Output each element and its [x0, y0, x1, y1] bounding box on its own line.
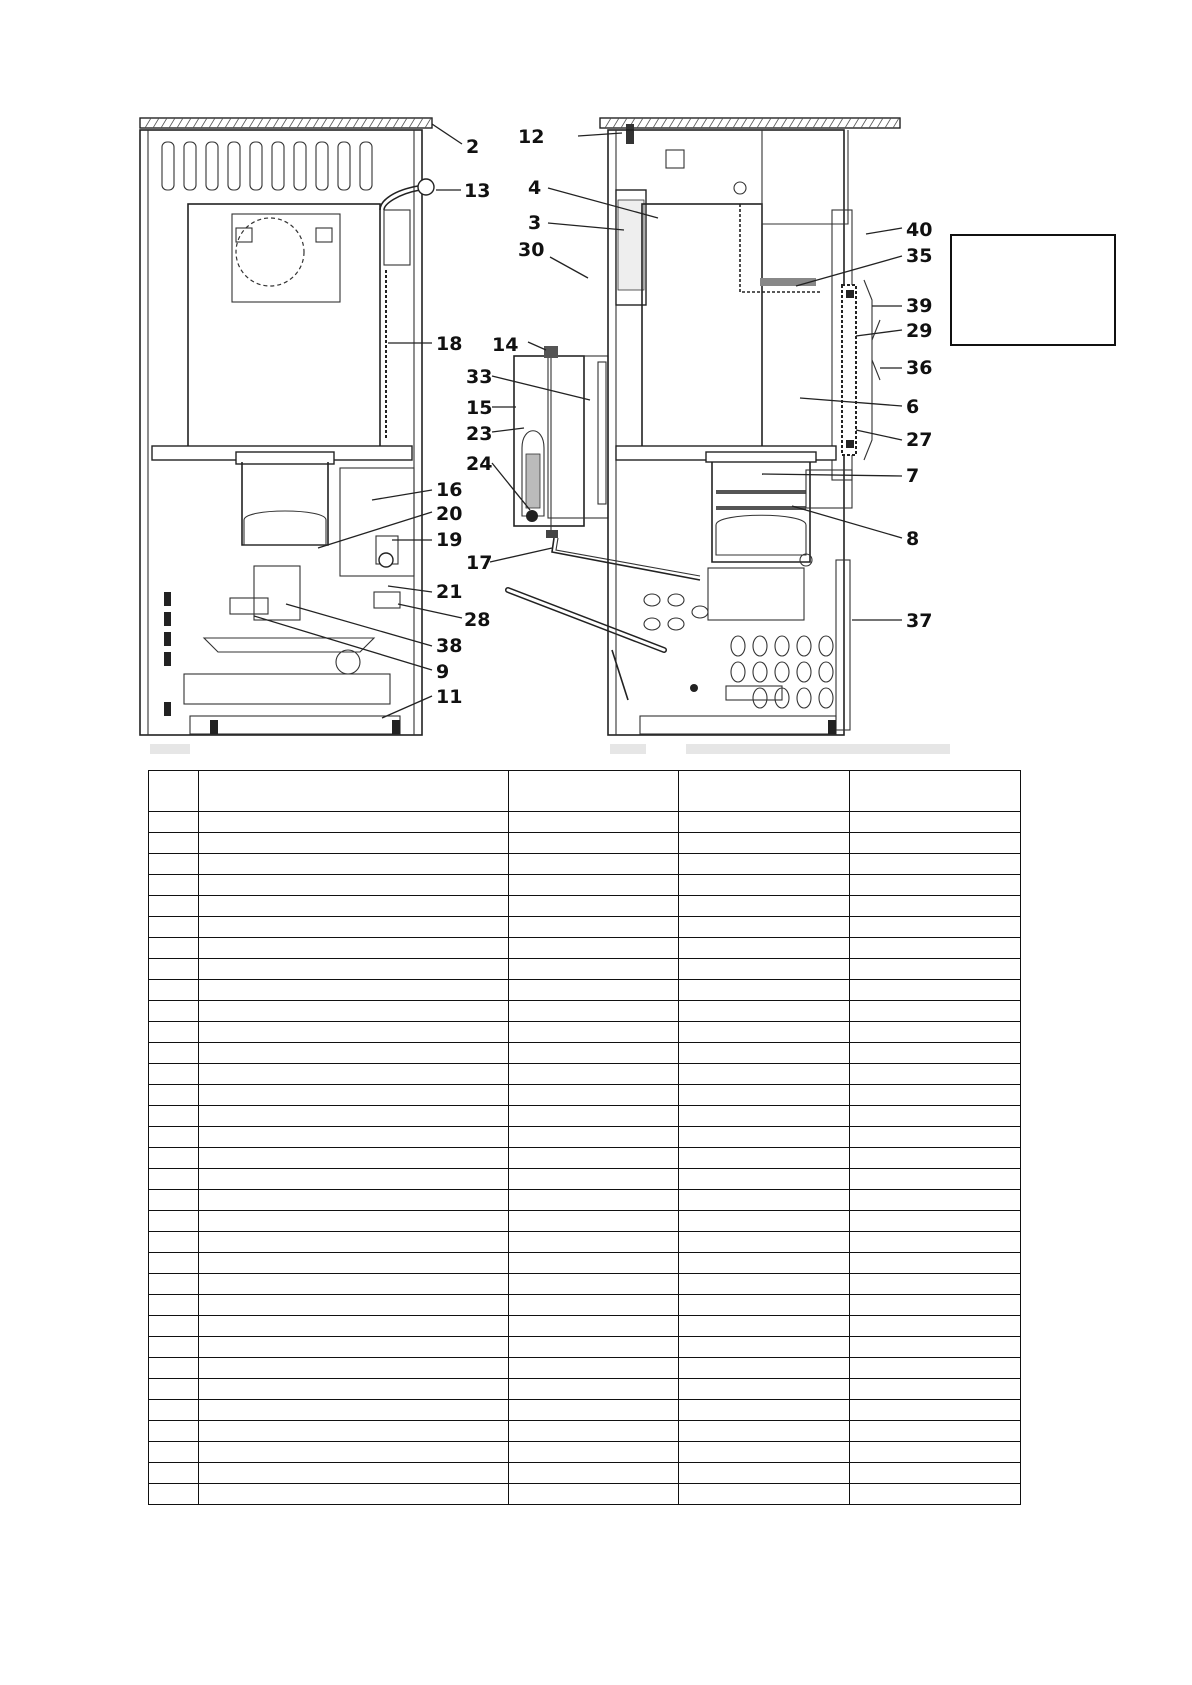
table-cell	[850, 917, 1021, 938]
table-cell	[509, 1379, 679, 1400]
table-cell	[199, 1358, 509, 1379]
table-cell	[149, 1463, 199, 1484]
table-cell	[679, 1463, 850, 1484]
table-cell	[149, 1274, 199, 1295]
table-cell	[850, 1463, 1021, 1484]
table-row	[149, 854, 1021, 875]
table-row	[149, 1211, 1021, 1232]
table-cell	[149, 1316, 199, 1337]
table-cell	[509, 1232, 679, 1253]
table-cell	[509, 1190, 679, 1211]
table-cell	[149, 771, 199, 812]
table-row	[149, 1484, 1021, 1505]
leader-lines	[254, 124, 902, 718]
table-row	[149, 980, 1021, 1001]
table-cell	[509, 771, 679, 812]
table-cell	[850, 959, 1021, 980]
callout-30: 30	[518, 239, 545, 261]
table-cell	[679, 875, 850, 896]
caption-strip-right	[686, 744, 950, 754]
table-cell	[509, 1400, 679, 1421]
callout-23: 23	[466, 423, 493, 445]
table-cell	[149, 1358, 199, 1379]
table-cell	[149, 875, 199, 896]
callout-16: 16	[436, 479, 463, 501]
table-row	[149, 1169, 1021, 1190]
caption-strip-mid	[610, 744, 646, 754]
table-cell	[149, 980, 199, 1001]
table-cell	[199, 1022, 509, 1043]
callout-35: 35	[906, 245, 933, 267]
table-cell	[199, 1232, 509, 1253]
table-cell	[509, 938, 679, 959]
table-row	[149, 1190, 1021, 1211]
table-row	[149, 917, 1021, 938]
table-cell	[679, 1064, 850, 1085]
table-cell	[850, 875, 1021, 896]
table-cell	[679, 896, 850, 917]
table-cell	[850, 1043, 1021, 1064]
table-cell	[850, 771, 1021, 812]
table-cell	[509, 1253, 679, 1274]
table-cell	[679, 1379, 850, 1400]
table-cell	[679, 1232, 850, 1253]
table-cell	[199, 1253, 509, 1274]
table-cell	[679, 1358, 850, 1379]
table-cell	[199, 917, 509, 938]
callout-40: 40	[906, 219, 933, 241]
table-cell	[850, 1253, 1021, 1274]
table-cell	[679, 1442, 850, 1463]
table-cell	[679, 1337, 850, 1358]
table-row	[149, 1421, 1021, 1442]
table-cell	[149, 1232, 199, 1253]
parts-list-table	[148, 770, 1021, 1505]
table-cell	[199, 1001, 509, 1022]
table-cell	[850, 938, 1021, 959]
table-cell	[679, 917, 850, 938]
table-cell	[850, 1064, 1021, 1085]
table-cell	[199, 771, 509, 812]
table-cell	[850, 1400, 1021, 1421]
callout-2: 2	[466, 136, 480, 158]
table-cell	[199, 1169, 509, 1190]
table-header-row	[149, 771, 1021, 812]
table-cell	[679, 938, 850, 959]
table-cell	[199, 1316, 509, 1337]
table-cell	[199, 1274, 509, 1295]
table-cell	[149, 1064, 199, 1085]
table-row	[149, 1358, 1021, 1379]
table-cell	[679, 1316, 850, 1337]
callout-14: 14	[492, 334, 519, 356]
callout-20: 20	[436, 503, 463, 525]
table-cell	[850, 1127, 1021, 1148]
table-row	[149, 938, 1021, 959]
table-cell	[679, 1127, 850, 1148]
table-cell	[149, 1253, 199, 1274]
table-cell	[149, 1442, 199, 1463]
table-cell	[850, 1484, 1021, 1505]
table-cell	[509, 959, 679, 980]
table-cell	[679, 980, 850, 1001]
table-cell	[199, 1337, 509, 1358]
table-cell	[509, 1022, 679, 1043]
table-cell	[850, 1211, 1021, 1232]
table-row	[149, 1463, 1021, 1484]
table-cell	[850, 980, 1021, 1001]
callout-7: 7	[906, 465, 920, 487]
table-cell	[850, 1148, 1021, 1169]
table-cell	[850, 1421, 1021, 1442]
table-cell	[149, 896, 199, 917]
table-cell	[679, 833, 850, 854]
table-cell	[679, 1253, 850, 1274]
table-cell	[679, 1148, 850, 1169]
table-cell	[149, 1169, 199, 1190]
callout-33: 33	[466, 366, 493, 388]
table-cell	[850, 1190, 1021, 1211]
table-cell	[679, 1295, 850, 1316]
table-row	[149, 896, 1021, 917]
table-cell	[679, 1022, 850, 1043]
callout-36: 36	[906, 357, 933, 379]
table-cell	[850, 1295, 1021, 1316]
table-cell	[199, 1295, 509, 1316]
table-cell	[850, 1337, 1021, 1358]
table-cell	[199, 1400, 509, 1421]
table-cell	[199, 1106, 509, 1127]
table-cell	[199, 875, 509, 896]
caption-strip-left	[150, 744, 190, 754]
table-cell	[679, 1484, 850, 1505]
table-cell	[509, 1001, 679, 1022]
callout-39: 39	[906, 295, 933, 317]
table-row	[149, 1232, 1021, 1253]
table-cell	[199, 1442, 509, 1463]
callout-15: 15	[466, 397, 493, 419]
table-cell	[679, 1400, 850, 1421]
table-row	[149, 1064, 1021, 1085]
table-cell	[679, 1211, 850, 1232]
table-cell	[149, 854, 199, 875]
table-cell	[850, 1274, 1021, 1295]
table-row	[149, 1148, 1021, 1169]
table-cell	[509, 917, 679, 938]
table-cell	[509, 854, 679, 875]
table-cell	[509, 896, 679, 917]
callout-37: 37	[906, 610, 933, 632]
callout-11: 11	[436, 686, 463, 708]
table-row	[149, 1442, 1021, 1463]
table-cell	[149, 1001, 199, 1022]
table-cell	[850, 896, 1021, 917]
table-cell	[149, 1127, 199, 1148]
table-cell	[850, 1106, 1021, 1127]
table-cell	[199, 1484, 509, 1505]
table-cell	[509, 1463, 679, 1484]
callout-17: 17	[466, 552, 493, 574]
table-cell	[509, 1358, 679, 1379]
table-cell	[850, 1232, 1021, 1253]
table-cell	[509, 1148, 679, 1169]
table-cell	[199, 1043, 509, 1064]
table-cell	[149, 1484, 199, 1505]
table-cell	[850, 1001, 1021, 1022]
table-row	[149, 1295, 1021, 1316]
table-cell	[199, 854, 509, 875]
table-cell	[199, 980, 509, 1001]
callout-13: 13	[464, 180, 491, 202]
table-cell	[679, 1190, 850, 1211]
table-cell	[149, 1106, 199, 1127]
table-cell	[149, 1148, 199, 1169]
table-cell	[509, 1295, 679, 1316]
table-cell	[679, 1169, 850, 1190]
table-cell	[149, 812, 199, 833]
table-cell	[850, 833, 1021, 854]
table-row	[149, 1127, 1021, 1148]
callout-24: 24	[466, 453, 493, 475]
callout-6: 6	[906, 396, 920, 418]
callout-38: 38	[436, 635, 463, 657]
callout-19: 19	[436, 529, 463, 551]
callout-18: 18	[436, 333, 463, 355]
table-cell	[199, 1127, 509, 1148]
table-row	[149, 1253, 1021, 1274]
table-cell	[679, 959, 850, 980]
callout-3: 3	[528, 212, 542, 234]
callout-12: 12	[518, 126, 545, 148]
stove-front-view	[140, 118, 434, 735]
table-cell	[199, 959, 509, 980]
table-row	[149, 1379, 1021, 1400]
table-cell	[850, 1379, 1021, 1400]
table-cell	[199, 1211, 509, 1232]
table-row	[149, 1337, 1021, 1358]
table-cell	[509, 1484, 679, 1505]
table-cell	[679, 1043, 850, 1064]
table-cell	[509, 980, 679, 1001]
table-cell	[679, 1106, 850, 1127]
table-cell	[199, 833, 509, 854]
table-cell	[850, 1085, 1021, 1106]
table-cell	[149, 1043, 199, 1064]
callout-labels	[436, 126, 932, 708]
callout-27: 27	[906, 429, 933, 451]
table-cell	[149, 833, 199, 854]
table-cell	[679, 1274, 850, 1295]
table-cell	[850, 1022, 1021, 1043]
callout-29: 29	[906, 320, 933, 342]
table-cell	[679, 771, 850, 812]
table-cell	[149, 959, 199, 980]
table-cell	[199, 1190, 509, 1211]
table-cell	[199, 1064, 509, 1085]
table-row	[149, 875, 1021, 896]
table-row	[149, 1085, 1021, 1106]
table-cell	[199, 1463, 509, 1484]
table-cell	[509, 1106, 679, 1127]
table-cell	[679, 812, 850, 833]
table-cell	[199, 1085, 509, 1106]
table-cell	[509, 1085, 679, 1106]
table-cell	[679, 854, 850, 875]
table-cell	[149, 1337, 199, 1358]
table-cell	[149, 1421, 199, 1442]
table-cell	[149, 1190, 199, 1211]
parts-table-body	[149, 771, 1021, 1505]
table-cell	[850, 1358, 1021, 1379]
table-cell	[509, 875, 679, 896]
table-row	[149, 833, 1021, 854]
table-cell	[850, 854, 1021, 875]
table-cell	[509, 1274, 679, 1295]
table-cell	[509, 1127, 679, 1148]
stove-exploded-diagram	[0, 0, 1192, 760]
table-cell	[509, 1064, 679, 1085]
callout-9: 9	[436, 661, 450, 683]
table-cell	[509, 1043, 679, 1064]
table-cell	[679, 1421, 850, 1442]
blank-label-box	[950, 234, 1116, 346]
table-cell	[850, 812, 1021, 833]
table-cell	[509, 1337, 679, 1358]
table-row	[149, 1316, 1021, 1337]
table-cell	[850, 1442, 1021, 1463]
callout-28: 28	[464, 609, 491, 631]
table-cell	[149, 1211, 199, 1232]
table-row	[149, 1022, 1021, 1043]
table-cell	[149, 1400, 199, 1421]
table-row	[149, 1274, 1021, 1295]
table-cell	[149, 917, 199, 938]
table-cell	[509, 1211, 679, 1232]
table-cell	[850, 1316, 1021, 1337]
table-row	[149, 812, 1021, 833]
table-cell	[199, 812, 509, 833]
table-cell	[149, 938, 199, 959]
table-cell	[199, 938, 509, 959]
callout-4: 4	[528, 177, 542, 199]
table-cell	[199, 896, 509, 917]
table-cell	[149, 1022, 199, 1043]
table-row	[149, 1043, 1021, 1064]
table-cell	[509, 812, 679, 833]
table-row	[149, 1400, 1021, 1421]
table-cell	[199, 1148, 509, 1169]
table-cell	[149, 1379, 199, 1400]
table-cell	[850, 1169, 1021, 1190]
callout-21: 21	[436, 581, 463, 603]
table-cell	[149, 1085, 199, 1106]
table-cell	[199, 1379, 509, 1400]
table-cell	[149, 1295, 199, 1316]
table-cell	[199, 1421, 509, 1442]
table-cell	[679, 1085, 850, 1106]
table-cell	[509, 1169, 679, 1190]
table-row	[149, 959, 1021, 980]
table-cell	[509, 833, 679, 854]
table-cell	[679, 1001, 850, 1022]
table-row	[149, 1001, 1021, 1022]
table-cell	[509, 1442, 679, 1463]
table-cell	[509, 1421, 679, 1442]
table-row	[149, 1106, 1021, 1127]
callout-8: 8	[906, 528, 920, 550]
table-cell	[509, 1316, 679, 1337]
